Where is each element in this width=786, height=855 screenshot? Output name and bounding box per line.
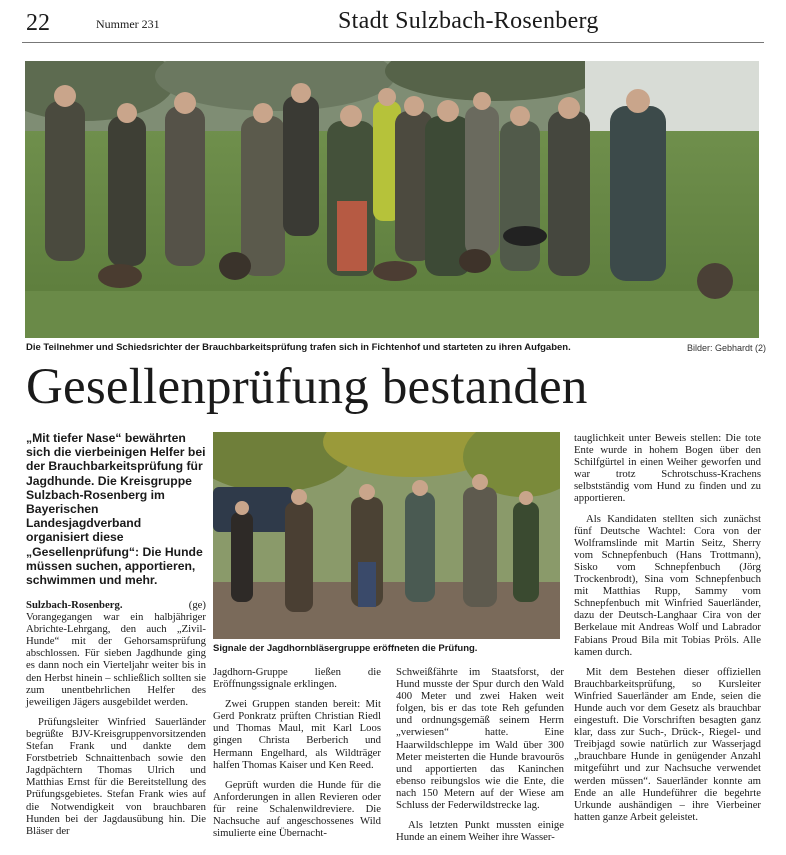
headline: Gesellenprüfung bestanden bbox=[26, 359, 588, 415]
column-1 bbox=[26, 599, 206, 845]
mid-photo-caption: Signale der Jagdhornbläsergruppe eröffneten die Prüfung. bbox=[213, 643, 478, 654]
lead-paragraph: „Mit tiefer Nase“ bewährten sich die vierbeinigen Helfer bei der Brauchbarkeitsprüfung für Jagdhunde. Die Kreisgruppe Sulzbach-Rosenberg im Bayerischen Landesjagdverband organisiert diese „Gesellenprüfung“: Die Hunde müssen suchen, apportieren, schwimmen und mehr. bbox=[26, 431, 206, 588]
body-paragraph: Als letzten Punkt mussten einige Hunde an einem Weiher ihre Wasser- bbox=[396, 819, 564, 844]
body-paragraph: tauglichkeit unter Beweis stellen: Die tote Ente wurde in hohem Bogen über den Schilfgürtel in einen Weiher geworfen und war trotz Schrotschuss-Krachens selbstständig vom Hund zu finden und zu apportieren. bbox=[574, 432, 761, 505]
page-number: 22 bbox=[26, 10, 50, 36]
column-3 bbox=[396, 666, 564, 851]
column-2 bbox=[213, 666, 381, 847]
horn-players-photo bbox=[213, 432, 560, 639]
body-paragraph: Geprüft wurden die Hunde für die Anforderungen in allen Revieren oder für reine Schalenwildreviere. Die Nachsuche auf angeschossenes Wild simulierte eine Übernacht- bbox=[213, 778, 381, 840]
body-paragraph: Jagdhorn-Gruppe ließen die Eröffnungssignale erklingen. bbox=[213, 666, 381, 691]
body-paragraph: Zwei Gruppen standen bereit: Mit Gerd Ponkratz prüften Christian Riedl und Thomas Maul, mit Karl Loos gingen Christa Berberich und Hermann Engelhard, als Wildträger halfen Thomas Kaiser und Ken Reed. bbox=[213, 698, 381, 771]
body-paragraph: Mit dem Bestehen dieser offiziellen Brauchbarkeitsprüfung, so Kursleiter Winfried Sauerländer am Ende, seien die Hunde auch vor dem Gesetz als brauchbar eingestuft. Die Vorschriften besagten ganz klar, dass zur Such-, Drück-, Riegel- und Treibjagd sowie natürlich zur Wasserjagd „brauchbare Hunde in genügender Anzahl mitgeführt und zur Nachsuche verwendet werden müssen“. Sauerländer konnte am Ende an alle Hundeführer die begehrte Urkunde aushändigen – ihre Vierbeiner hatten ganze Arbeit geleistet. bbox=[574, 665, 761, 823]
body-paragraph: Sulzbach-Rosenberg. (ge) Vorangegangen war ein halbjähriger Abrichte-Lehrgang, den auch „Zivil-Hunde“ mit der Gehorsamsprüfung abschlossen. Für sieben Jagdhunde ging es dann noch ein Vierteljahr weiter bis in den Herbst hinein – schließlich sollten sie zum unentbehrlichen Helfer des jeweiligen Jägers ausgebildet werden. bbox=[26, 599, 206, 708]
column-4 bbox=[574, 432, 761, 831]
top-photo-caption: Die Teilnehmer und Schiedsrichter der Brauchbarkeitsprüfung trafen sich in Fichtenhof und starteten zu ihren Aufgaben. bbox=[26, 342, 571, 353]
body-paragraph: Als Kandidaten stellten sich zunächst fünf Deutsche Wachtel: Cora von der Wolframslinde mit Martin Seitz, Sherry vom Schnepfenbuch (Hans Trottmann), Sisko vom Schnepfenbuch (Jörg Trockenbrodt), Sina vom Schnepfenbuch mit Matthias Rupp, Sammy vom Schnepfenbuch mit Winfried Sauerländer, dazu der Deutsch-Langhaar Cira von der Berkelaue mit Andreas Wolf und Labrador Fabians Proud Bila mit Tobias Pröls. Alle kamen durch. bbox=[574, 512, 761, 658]
body-paragraph: Prüfungsleiter Winfried Sauerländer begrüßte BJV-Kreisgruppenvorsitzenden Stefan Frank und dankte dem Forstbetrieb Schnaittenbach sowie den Jagdpächtern Thomas Ulrich und Matthias Ernst für die Bereitstellung des Prüfungsgebietes. Stefan Frank wies auf die Notwendigkeit von brauchbaren Hunden bei der Jagdausübung hin. Die Bläser der bbox=[26, 715, 206, 837]
dateline: Sulzbach-Rosenberg. bbox=[26, 599, 123, 611]
issue-number: Nummer 231 bbox=[96, 17, 160, 31]
section-title: Stadt Sulzbach-Rosenberg bbox=[338, 8, 599, 34]
header-rule bbox=[22, 42, 764, 43]
photo-credit: Bilder: Gebhardt (2) bbox=[687, 343, 767, 353]
body-paragraph: Schweißfährte im Staatsforst, der Hund musste der Spur durch den Wald 400 Meter und zwei Haken weit folgen, bis er das tote Reh gefunden und ordnungsgemäß seinem Herrn „verwiesen“ hatte. Eine Haarwildschleppe im Wald über 300 Meter meisterten die Hunde bravourös und apportierten das Kaninchen ebenso reibungslos wie die Ente, die nach 150 Metern auf der Wiese am Schluss der Federwildstrecke lag. bbox=[396, 666, 564, 812]
group-photo bbox=[25, 61, 759, 338]
